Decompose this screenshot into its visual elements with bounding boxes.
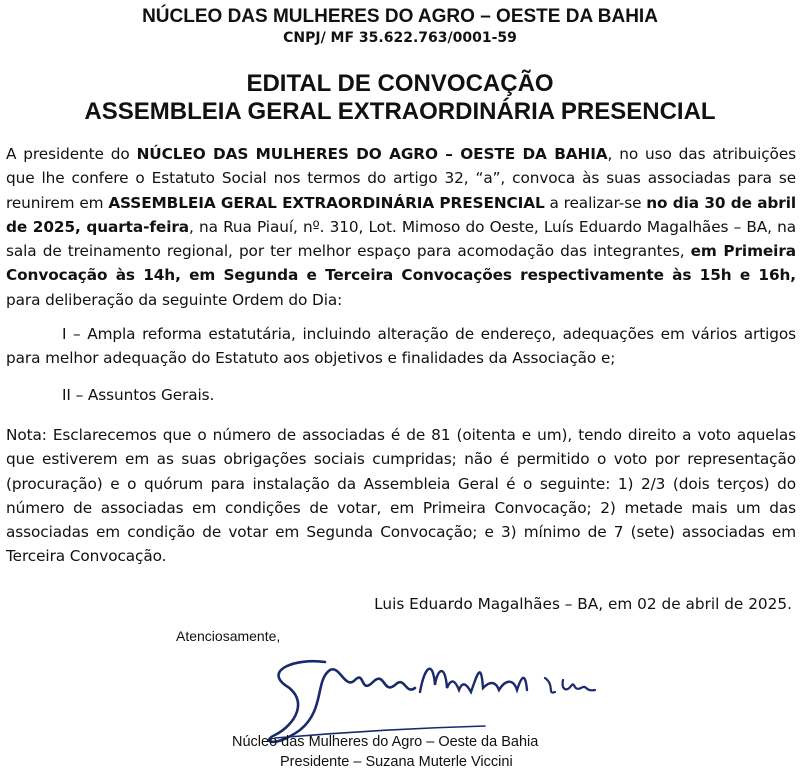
org-name: NÚCLEO DAS MULHERES DO AGRO – OESTE DA BAHIA bbox=[142, 6, 658, 27]
p1-text-b: , no uso das atribuições que lhe confere o Estatuto Social nos termos do artigo 32, “a”, convoca às suas associadas para se reunirem em bbox=[6, 145, 796, 212]
convocation-paragraph bbox=[6, 142, 796, 312]
agenda-item-1: I – Ampla reforma estatutária, incluindo alteração de endereço, adequações em vários artigos para melhor adequação do Estatuto aos objetivos e finalidades da Associação e; bbox=[6, 325, 796, 368]
p1-meeting-date: no dia 30 de abril de 2025, quarta-feira bbox=[6, 193, 796, 236]
signature-org-line: Núcleo das Mulheres do Agro – Oeste da Bahia bbox=[232, 734, 539, 750]
p1-meeting-times: em Primeira Convocação às 14h, em Segunda e Terceira Convocações respectivamente às 15h e 16h, bbox=[6, 242, 796, 285]
cnpj: CNPJ/ MF 35.622.763/0001-59 bbox=[283, 30, 517, 46]
date-line: Luis Eduardo Magalhães – BA, em 02 de abril de 2025. bbox=[374, 595, 792, 613]
document-subtitle: ASSEMBLEIA GERAL EXTRAORDINÁRIA PRESENCIAL bbox=[84, 98, 716, 125]
note-paragraph: Nota: Esclarecemos que o número de associadas é de 81 (oitenta e um), tendo direito a voto aquelas que estiverem em as suas obrigações sociais cumpridas; não é permitido o voto por representação (procuração) e o quórum para instalação da Assembleia Geral é o seguinte: 1) 2/3 (dois terços) do número de associadas em condições de votar, em Primeira Convocação; 2) metade mais um das associadas em condição de votar em Segunda Convocação; e 3) mínimo de 7 (sete) associadas em Terceira Convocação. bbox=[6, 426, 796, 566]
p1-text-d: , na Rua Piauí, nº. 310, Lot. Mimoso do Oeste, Luís Eduardo Magalhães – BA, na sala de treinamento regional, por ter melhor espaço para acomodação das integrantes, bbox=[6, 217, 796, 261]
document-title: EDITAL DE CONVOCAÇÃO bbox=[246, 70, 554, 97]
p1-text-c: a realizar-se bbox=[544, 193, 647, 212]
signature-name-line: Presidente – Suzana Muterle Viccini bbox=[280, 754, 513, 770]
p1-text-a: A presidente do bbox=[6, 145, 137, 163]
closing: Atenciosamente, bbox=[176, 628, 281, 644]
p1-text-e: para deliberação da seguinte Ordem do Dia: bbox=[6, 290, 343, 309]
agenda-item-2: II – Assuntos Gerais. bbox=[62, 386, 215, 404]
p1-assembly-name: ASSEMBLEIA GERAL EXTRAORDINÁRIA PRESENCIAL bbox=[108, 193, 545, 212]
p1-org-name: NÚCLEO DAS MULHERES DO AGRO – OESTE DA BAHIA bbox=[136, 145, 608, 163]
